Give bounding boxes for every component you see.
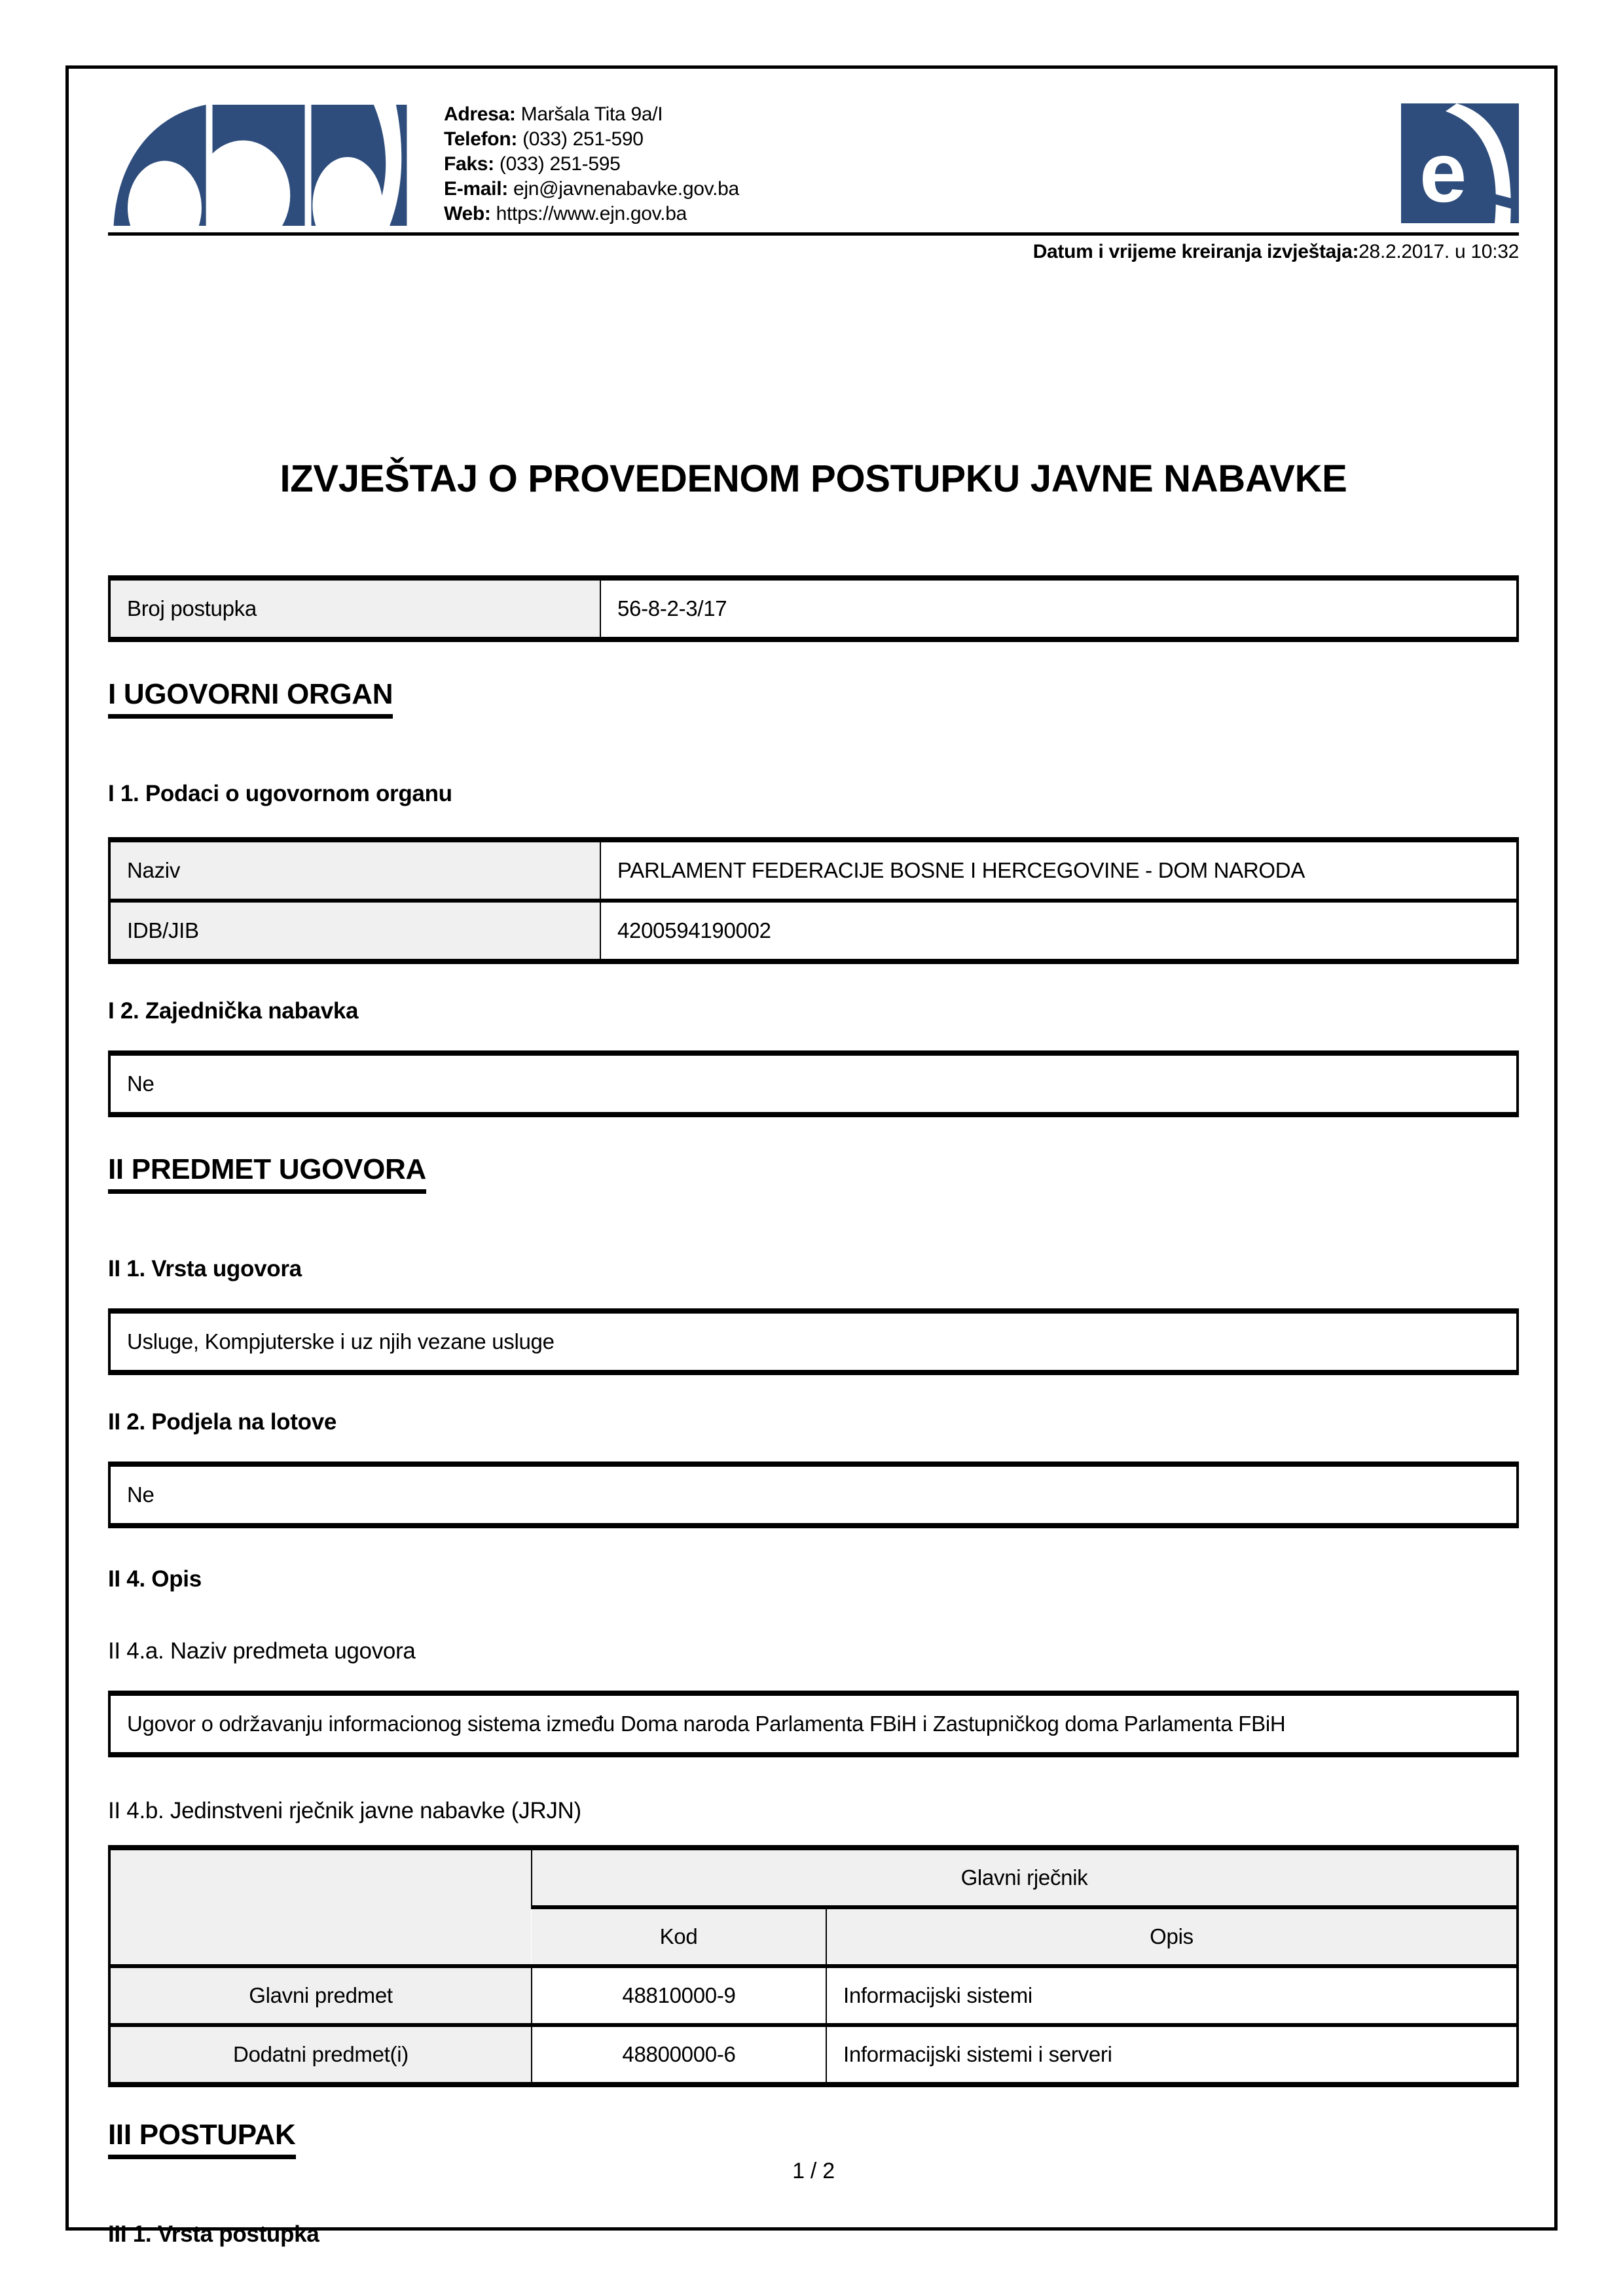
idb-jib-value: 4200594190002 — [600, 901, 1518, 961]
subheading-podjela-na-lotove: II 2. Podjela na lotove — [108, 1408, 337, 1435]
ugovorni-organ-table — [108, 837, 1519, 964]
web-label: Web: — [444, 203, 491, 224]
naziv-predmeta-table — [108, 1691, 1519, 1757]
podjela-na-lotove-value: Ne — [127, 1482, 155, 1507]
contact-line-telefon — [444, 127, 739, 152]
document-content — [108, 97, 1519, 2248]
subheading-opis: II 4. Opis — [108, 1566, 202, 1592]
naziv-value: PARLAMENT FEDERACIJE BOSNE I HERCEGOVINE - DOM NARODA — [600, 840, 1518, 901]
table-row — [109, 1053, 1518, 1115]
telefon-value: (033) 251-590 — [522, 128, 644, 150]
table-row — [109, 1693, 1518, 1755]
contact-info — [444, 102, 739, 226]
email-value: ejn@javnenabavke.gov.ba — [513, 178, 739, 200]
jrjn-row-kod: 48800000-6 — [532, 2025, 826, 2085]
table-row — [109, 901, 1518, 961]
document-header — [108, 97, 1519, 231]
page-number: 1 / 2 — [792, 2159, 835, 2183]
contact-line-web — [444, 202, 739, 226]
jrjn-row-opis: Informacijski sistemi — [826, 1966, 1518, 2025]
table-row — [109, 1311, 1518, 1372]
table-row — [109, 578, 1518, 639]
zajednicka-nabavka-value: Ne — [127, 1071, 155, 1096]
report-date-label: Datum i vrijeme kreiranja izvještaja: — [1032, 241, 1359, 262]
broj-postupka-value: 56-8-2-3/17 — [600, 578, 1518, 639]
ejn-agency-logo — [108, 105, 412, 226]
faks-label: Faks: — [444, 153, 494, 175]
document-title: IZVJEŠTAJ O PROVEDENOM POSTUPKU JAVNE NABAVKE — [280, 457, 1347, 500]
broj-postupka-label: Broj postupka — [109, 578, 600, 639]
table-row — [109, 2025, 1518, 2085]
report-date-value: 28.2.2017. u 10:32 — [1359, 241, 1519, 262]
vrsta-ugovora-value: Usluge, Kompjuterske i uz njih vezane usluge — [127, 1329, 555, 1354]
report-date-line — [108, 241, 1519, 263]
subheading-vrsta-ugovora: II 1. Vrsta ugovora — [108, 1255, 302, 1282]
adresa-label: Adresa: — [444, 103, 516, 125]
jrjn-row-opis: Informacijski sistemi i serveri — [826, 2025, 1518, 2085]
contact-line-faks — [444, 152, 739, 177]
subheading-zajednicka-nabavka: I 2. Zajednička nabavka — [108, 997, 359, 1024]
naziv-label: Naziv — [109, 840, 600, 901]
jrjn-col-opis: Opis — [826, 1907, 1518, 1966]
broj-postupka-table — [108, 575, 1519, 642]
jrjn-row-label: Glavni predmet — [109, 1966, 532, 2025]
jrjn-table — [108, 1845, 1519, 2087]
section-heading-ugovorni-organ: I UGOVORNI ORGAN — [108, 678, 1519, 719]
subheading-naziv-predmeta-ugovora: II 4.a. Naziv predmeta ugovora — [108, 1638, 416, 1664]
section-heading-postupak: III POSTUPAK — [108, 2119, 1519, 2159]
jrjn-group-header: Glavni rječnik — [532, 1848, 1518, 1907]
adresa-value: Maršala Tita 9a/I — [520, 103, 663, 125]
vrsta-ugovora-table — [108, 1308, 1519, 1375]
podjela-na-lotove-table — [108, 1462, 1519, 1528]
telefon-label: Telefon: — [444, 128, 518, 150]
zajednicka-nabavka-table — [108, 1050, 1519, 1117]
contact-line-adresa — [444, 102, 739, 127]
header-divider — [108, 232, 1519, 236]
jrjn-col-kod: Kod — [532, 1907, 826, 1966]
email-label: E-mail: — [444, 178, 508, 200]
e-nabavke-logo — [1401, 103, 1519, 223]
subheading-jrjn: II 4.b. Jedinstveni rječnik javne nabavke (JRJN) — [108, 1797, 581, 1823]
contact-line-email — [444, 177, 739, 202]
jrjn-row-label: Dodatni predmet(i) — [109, 2025, 532, 2085]
naziv-predmeta-value: Ugovor o održavanju informacionog sistema između Doma naroda Parlamenta FBiH i Zastupničkog doma Parlamenta FBiH — [127, 1711, 1286, 1736]
idb-jib-label: IDB/JIB — [109, 901, 600, 961]
table-row — [109, 1464, 1518, 1526]
table-row — [109, 1966, 1518, 2025]
jrjn-corner-cell — [109, 1848, 532, 1966]
jrjn-header-row — [109, 1848, 1518, 1907]
subheading-vrsta-postupka: III 1. Vrsta postupka — [108, 2221, 319, 2247]
jrjn-row-kod: 48810000-9 — [532, 1966, 826, 2025]
svg-text:e: e — [1419, 124, 1467, 220]
subheading-podaci-o-ugovornom-organu: I 1. Podaci o ugovornom organu — [108, 780, 452, 806]
web-value: https://www.ejn.gov.ba — [496, 203, 687, 224]
section-heading-predmet-ugovora: II PREDMET UGOVORA — [108, 1153, 1519, 1194]
faks-value: (033) 251-595 — [499, 153, 621, 175]
table-row — [109, 840, 1518, 901]
